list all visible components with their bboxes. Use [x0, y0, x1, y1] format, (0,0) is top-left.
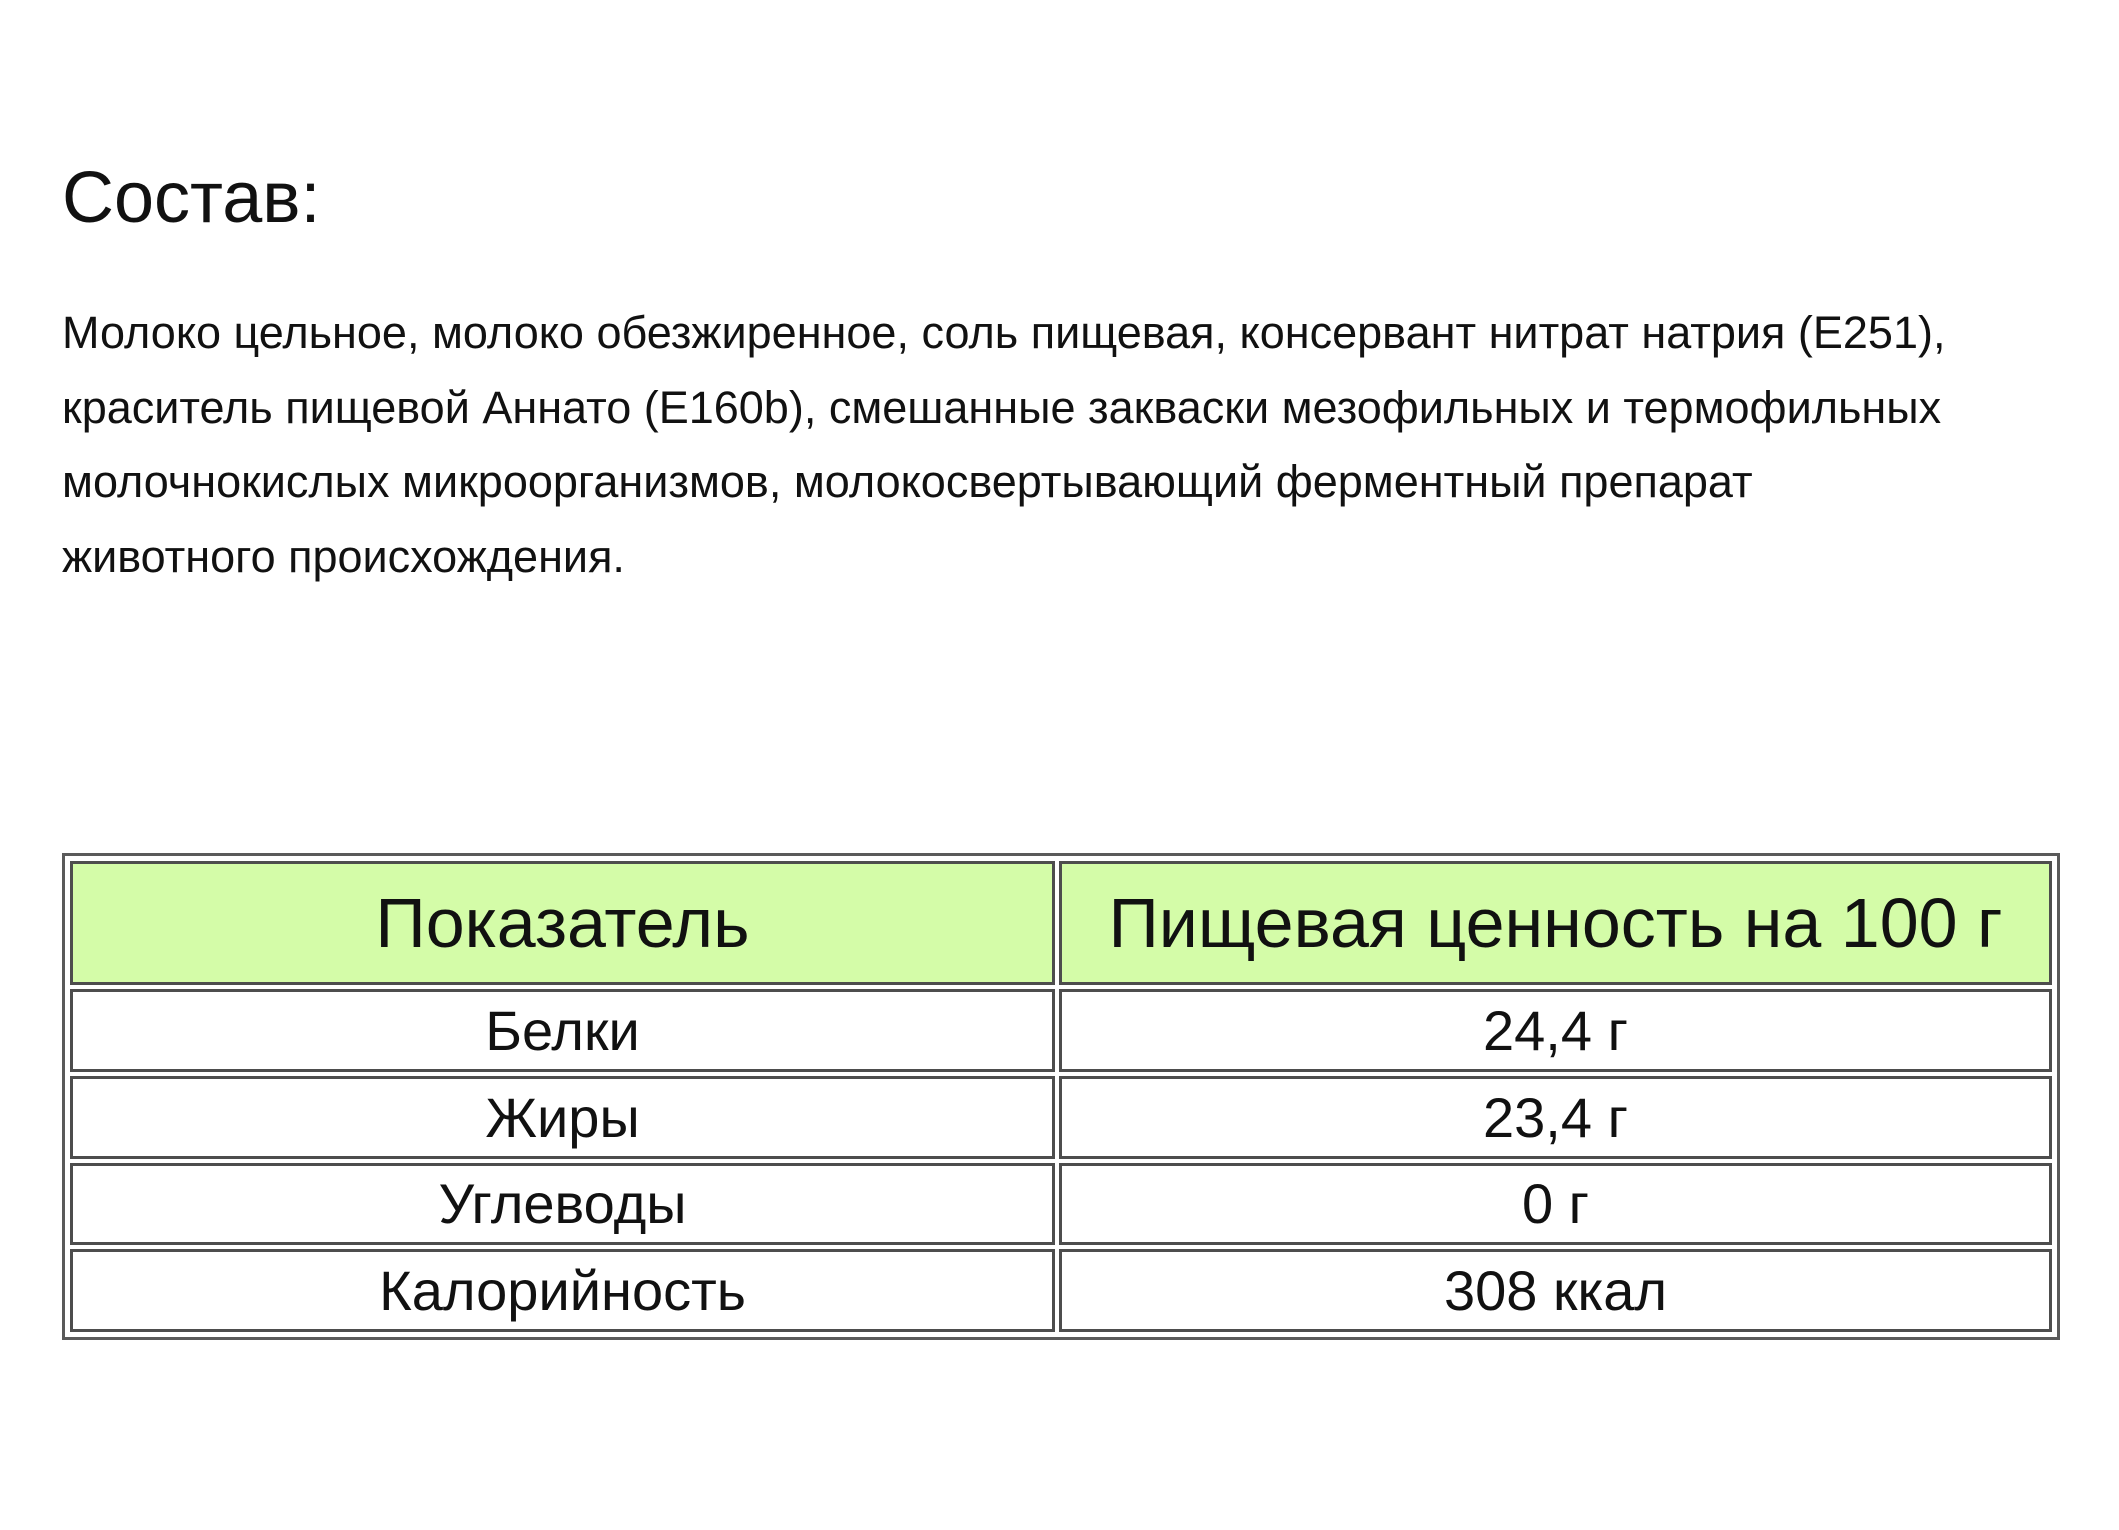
header-value: Пищевая ценность на 100 г	[1059, 861, 2052, 985]
table-row	[70, 1076, 2052, 1159]
table-header-row	[70, 861, 2052, 985]
table-row	[70, 1163, 2052, 1246]
row-parameter: Углеводы	[70, 1163, 1055, 1246]
header-parameter: Показатель	[70, 861, 1055, 985]
composition-line: молочнокислых микроорганизмов, молокосвертывающий ферментный препарат	[62, 456, 1753, 507]
row-parameter: Калорийность	[70, 1249, 1055, 1332]
row-value: 0 г	[1059, 1163, 2052, 1246]
composition-line: животного происхождения.	[62, 530, 625, 582]
composition-line: краситель пищевой Аннато (E160b), смешанные закваски мезофильных и термофильных	[62, 381, 1942, 433]
table-row	[70, 1249, 2052, 1332]
composition-heading: Состав:	[62, 158, 321, 238]
composition-line: Молоко цельное, молоко обезжиренное, соль пищевая, консервант нитрат натрия (E251),	[62, 307, 1946, 358]
row-value: 23,4 г	[1059, 1076, 2052, 1159]
table-row	[70, 989, 2052, 1072]
row-parameter: Жиры	[70, 1076, 1055, 1159]
row-value: 308 ккал	[1059, 1249, 2052, 1332]
nutrition-table	[62, 853, 2060, 1340]
composition-text	[62, 296, 2119, 594]
row-value: 24,4 г	[1059, 989, 2052, 1072]
row-parameter: Белки	[70, 989, 1055, 1072]
